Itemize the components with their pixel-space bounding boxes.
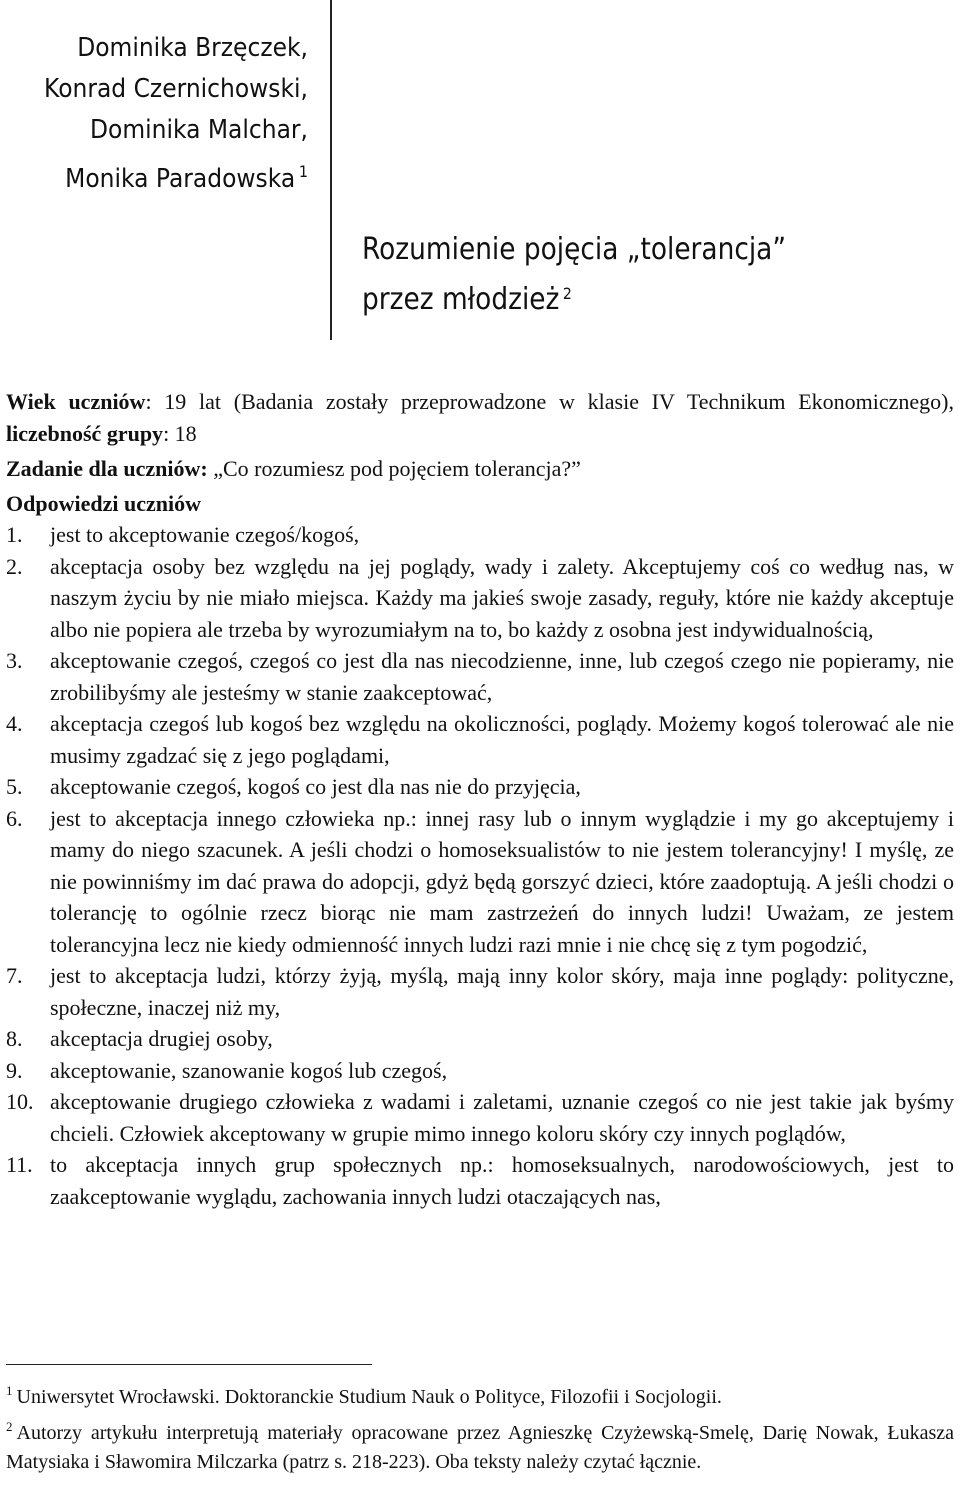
- item-number: 6.: [6, 805, 23, 831]
- list-item: [6, 551, 954, 646]
- author-line: Dominika Malchar,: [89, 115, 308, 145]
- author-line: Dominika Brzęczek,: [77, 33, 308, 63]
- title-line: Rozumienie pojęcia „tolerancja”: [362, 232, 787, 267]
- item-number: 8.: [6, 1026, 23, 1051]
- list-item: [6, 645, 954, 708]
- item-text: akceptowanie drugiego człowieka z wadami i zaletami, uznanie czegoś co nie jest takie jak byśmy chcieli. Człowiek akceptowany w grupie mimo innego koloru skóry czy innych poglądów,: [50, 1089, 954, 1146]
- author-line-last: [31, 151, 308, 200]
- item-text: akceptowanie, szanowanie kogoś lub czegoś,: [50, 1057, 448, 1083]
- item-text: to akceptacja innych grup społecznych np.: homoseksualnych, narodowościowych, jest to zaakceptowanie wyglądu, zachowania innych ludzi otaczających nas,: [50, 1152, 954, 1209]
- answers-list: [6, 519, 954, 1212]
- item-number: 10.: [6, 1089, 34, 1114]
- footnote-text: Uniwersytet Wrocławski. Doktoranckie Studium Nauk o Polityce, Filozofii i Socjologii.: [16, 1386, 722, 1408]
- list-item: [6, 1055, 954, 1087]
- item-number: 4.: [6, 711, 23, 736]
- item-number: 7.: [6, 963, 23, 988]
- age-value: : 19 lat (Badania zostały przeprowadzone w klasie IV Technikum Ekonomicznego),: [145, 389, 955, 414]
- item-text: jest to akceptacja ludzi, którzy żyją, myślą, mają inny kolor skóry, maja inne poglądy: polityczne, społeczne, inaczej niż my,: [50, 963, 954, 1020]
- list-item: [6, 803, 954, 961]
- footnote-ref: 1: [298, 162, 308, 181]
- footnote: [6, 1376, 954, 1412]
- title-line: przez młodzież: [362, 282, 560, 317]
- item-number: 9.: [6, 1057, 23, 1083]
- footnote-number: 1: [6, 1383, 13, 1398]
- item-number: 2.: [6, 553, 23, 579]
- vertical-divider: [330, 0, 332, 340]
- item-text: jest to akceptacja innego człowieka np.: innej rasy lub o innym wyglądzie i my go akceptujemy i mamy do niego szacunek. A jeśli chodzi o homoseksualistów to nie jestem tolerancyjny! I myślę, ze nie powinniśmy im dać prawa do adopcji, gdyż będą gorszyć dzieci, które zaadoptują. A jeśli chodzi o tolerancję to ogólnie rzecz biorąc nie mam zastrzeżeń do innych ludzi! Uważam, ze jestem tolerancyjna lecz nie kiedy odmienność innych ludzi razi mnie i nie chcę się z tym pogodzić,: [50, 805, 954, 957]
- footnote-ref: 2: [562, 284, 572, 303]
- item-number: 1.: [6, 522, 23, 547]
- task-label: Zadanie dla uczniów:: [6, 456, 208, 481]
- item-text: jest to akceptowanie czegoś/kogoś,: [50, 522, 360, 547]
- list-item: [6, 1086, 954, 1149]
- item-text: akceptacja drugiej osoby,: [50, 1026, 273, 1051]
- item-text: akceptacja osoby bez względu na jej poglądy, wady i zalety. Akceptujemy coś co według nas, w naszym życiu by nie miało miejsca. Każdy ma jakieś swoje zasady, reguły, które nie każdy akceptuje albo nie popiera ale trzeba by wyrozumiałym na to, bo każdy z osobna jest indywidualnością,: [50, 553, 954, 642]
- group-label: liczebność grupy: [6, 420, 164, 446]
- page-title: [362, 228, 855, 322]
- author-list: [31, 28, 308, 200]
- list-item: [6, 1023, 954, 1055]
- item-number: 11.: [6, 1152, 33, 1177]
- footnotes: [6, 1376, 954, 1477]
- list-item: [6, 960, 954, 1023]
- list-item: [6, 708, 954, 771]
- task-prompt: [6, 453, 954, 485]
- list-item: [6, 1149, 954, 1212]
- author-line: Monika Paradowska: [65, 164, 296, 194]
- item-number: 5.: [6, 774, 23, 799]
- item-text: akceptowanie czegoś, kogoś co jest dla nas nie do przyjęcia,: [50, 774, 581, 799]
- item-text: akceptowanie czegoś, czegoś co jest dla nas niecodzienne, inne, lub czegoś czego nie popieramy, nie zrobilibyśmy ale jesteśmy w stanie zaakceptować,: [50, 648, 954, 705]
- study-meta: [6, 386, 954, 449]
- footnote-divider: [6, 1364, 372, 1365]
- item-number: 3.: [6, 648, 23, 673]
- author-line: Konrad Czernichowski,: [44, 74, 308, 104]
- answers-heading: Odpowiedzi uczniów: [6, 490, 201, 516]
- list-item: [6, 519, 954, 551]
- footnote: [6, 1412, 954, 1477]
- main-body: [6, 386, 954, 1212]
- group-value: : 18: [163, 420, 197, 446]
- footnote-text: Autorzy artykułu interpretują materiały opracowane przez Agnieszkę Czyżewską-Smelę, Darię Nowak, Łukasza Matysiaka i Sławomira Milczarka (patrz s. 218-223). Oba teksty należy czytać łącznie.: [6, 1422, 954, 1473]
- task-text: „Co rozumiesz pod pojęciem tolerancja?”: [207, 456, 581, 481]
- age-label: Wiek uczniów: [6, 389, 146, 414]
- title-line-last: [362, 272, 855, 322]
- footnote-number: 2: [6, 1419, 13, 1434]
- list-item: [6, 771, 954, 803]
- item-text: akceptacja czegoś lub kogoś bez względu na okoliczności, poglądy. Możemy kogoś tolerować ale nie musimy zgadzać się z jego poglądami,: [50, 711, 954, 768]
